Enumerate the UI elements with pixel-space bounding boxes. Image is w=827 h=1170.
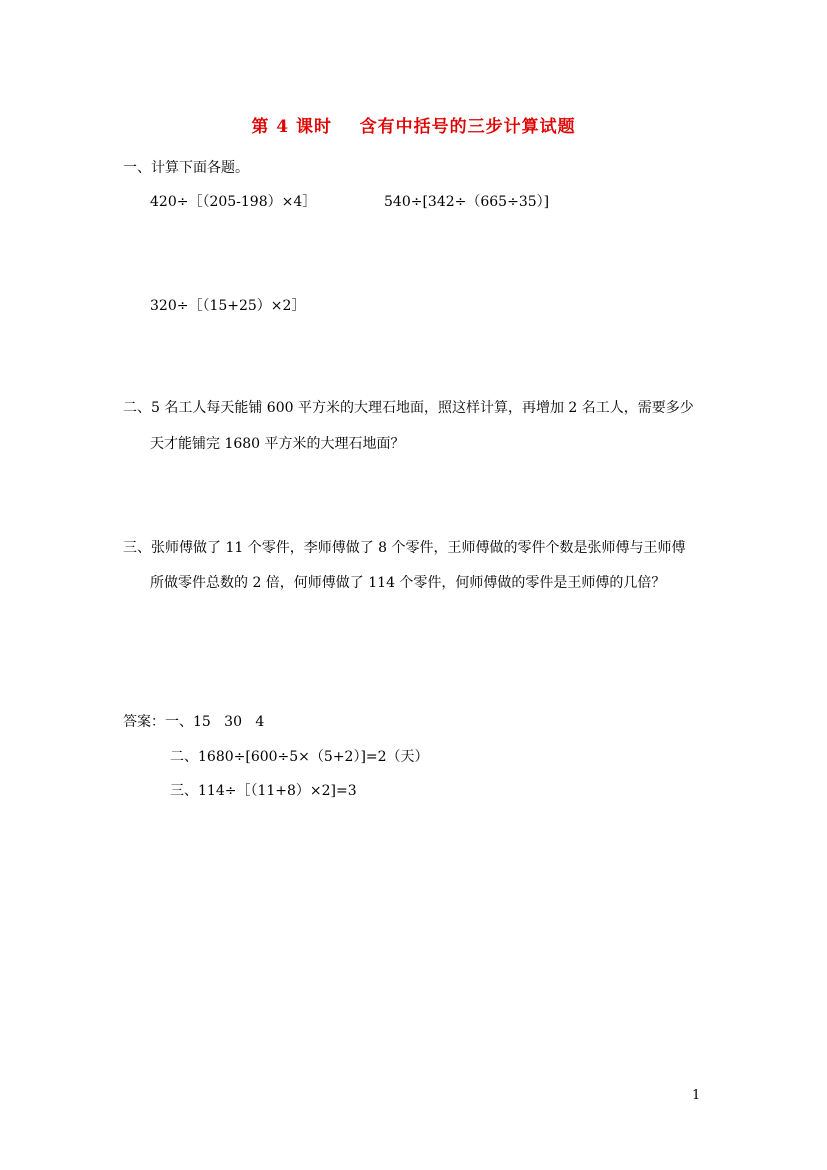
- answer-line-2: 二、1680÷[600÷5×（5+2）]=2（天）: [170, 749, 429, 765]
- section-3-line-1: 三、张师傅做了 11 个零件，李师傅做了 8 个零件，王师傅做的零件个数是张师傅与王师傅: [123, 540, 686, 556]
- problem-1: 420÷［（205-198）×4］: [150, 194, 317, 210]
- problem-2: 540÷[342÷（665÷35）]: [384, 194, 550, 210]
- answer-line-3: 三、114÷［（11+8）×2]=3: [170, 783, 357, 799]
- section-2-line-2: 天才能铺完 1680 平方米的大理石地面？: [150, 436, 405, 452]
- problem-3: 320÷［（15+25）×2］: [150, 298, 306, 314]
- section-2-line-1: 二、5 名工人每天能铺 600 平方米的大理石地面，照这样计算，再增加 2 名工人，需要多少: [123, 400, 694, 416]
- page-title: 第 4 课时 含有中括号的三步计算试题: [251, 117, 576, 137]
- section-3-line-2: 所做零件总数的 2 倍，何师傅做了 114 个零件，何师傅做的零件是王师傅的几倍？: [150, 575, 666, 591]
- section-1-heading: 一、计算下面各题。: [123, 160, 249, 176]
- page-number: 1: [692, 1088, 701, 1103]
- answer-line-1: 答案：一、15 30 4: [123, 714, 265, 730]
